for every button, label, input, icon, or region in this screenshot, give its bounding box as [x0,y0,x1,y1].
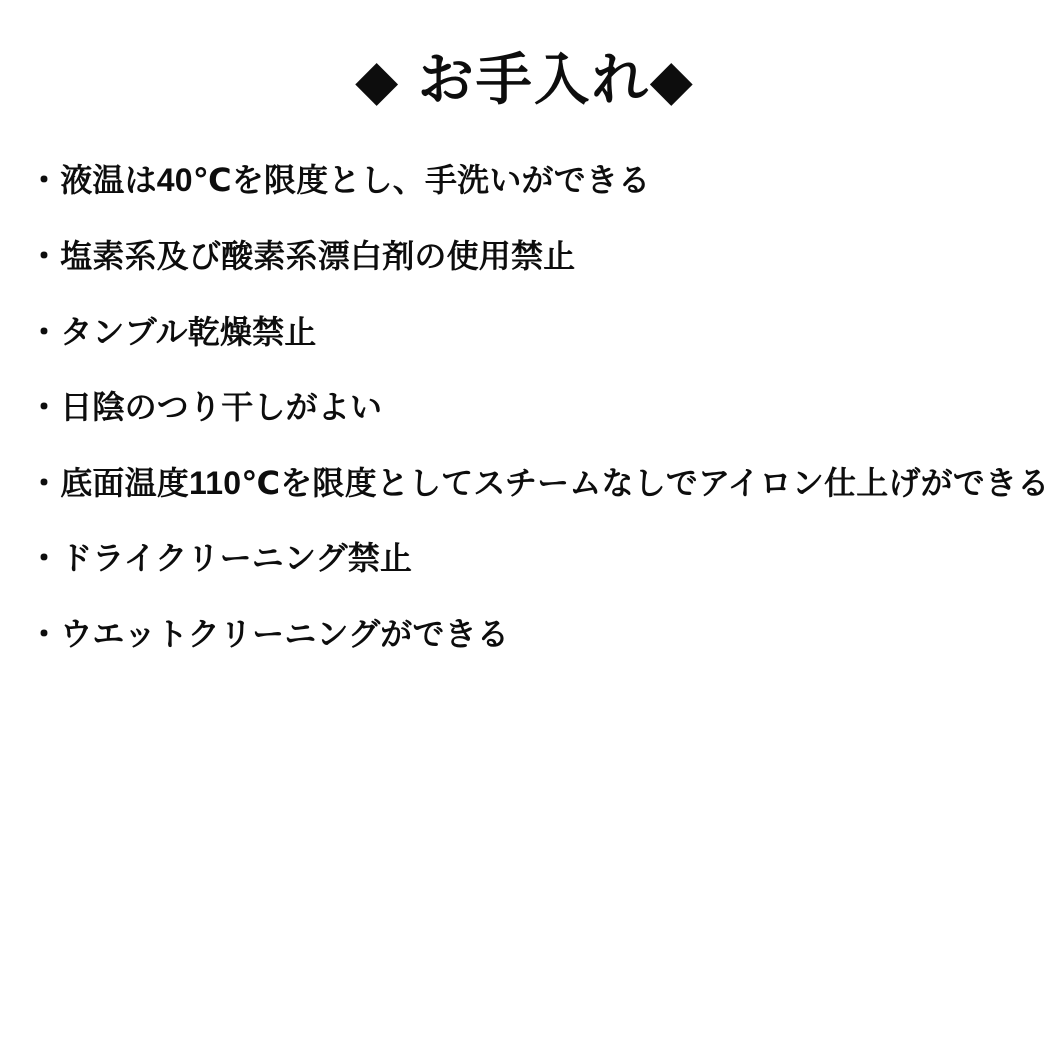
list-item: ・ウエットクリーニングができる [28,615,510,652]
care-instruction-list [0,112,1050,655]
list-item: ・液温は40℃を限度とし、手洗いができる [28,162,651,199]
list-item: ・日陰のつり干しがよい [28,389,383,426]
list-item: ・底面温度110℃を限度としてスチームなしでアイロン仕上げができる [28,464,1050,501]
page-title: ◆ お手入れ◆ [355,48,695,111]
list-item: ・ドライクリーニング禁止 [28,540,413,577]
list-item: ・タンブル乾燥禁止 [28,313,317,350]
list-item: ・塩素系及び酸素系漂白剤の使用禁止 [28,237,576,274]
